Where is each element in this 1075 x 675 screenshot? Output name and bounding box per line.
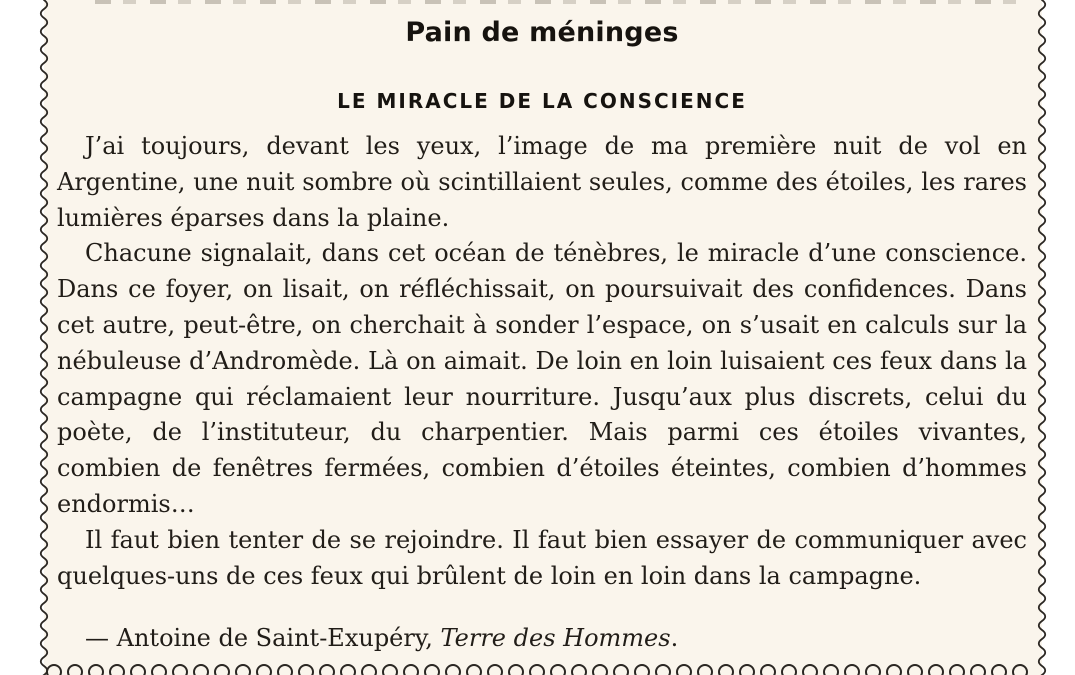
scallop-circle	[676, 664, 692, 675]
section-heading: LE MIRACLE DE LA CONSCIENCE	[337, 89, 747, 113]
page-content	[44, 0, 1042, 675]
scallop-circle	[298, 664, 314, 675]
body-text	[57, 129, 1027, 594]
scallop-circle	[109, 664, 125, 675]
paragraph: Il faut bien tenter de se rejoindre. Il faut bien essayer de communiquer avec quelques-uns de ces feux qui brûlent de loin en loin dans la campagne.	[57, 525, 1027, 590]
scallop-circle	[466, 664, 482, 675]
scallop-circle	[319, 664, 335, 675]
scallop-circle	[991, 664, 1007, 675]
scallop-circle	[592, 664, 608, 675]
scallop-circle	[739, 664, 755, 675]
page-title: Pain de méninges	[405, 17, 679, 48]
scalloped-bottom-border	[44, 664, 1042, 675]
scallop-circle	[949, 664, 965, 675]
scallop-circle	[172, 664, 188, 675]
scallop-circle	[382, 664, 398, 675]
scallop-circle	[781, 664, 797, 675]
scallop-circle	[970, 664, 986, 675]
scallop-circle	[907, 664, 923, 675]
scallop-circle	[697, 664, 713, 675]
scallop-circle	[655, 664, 671, 675]
scallop-circle	[571, 664, 587, 675]
scallop-circle	[130, 664, 146, 675]
scallop-circle	[928, 664, 944, 675]
scallop-circle	[823, 664, 839, 675]
paragraph: Chacune signalait, dans cet océan de ténèbres, le miracle d’une conscience. Dans ce foyer, on lisait, on réfléchissait, on poursuivait des confidences. Dans cet autre, peut-être, on cherchait à sonder l’espace, on s’usait en calculs sur la nébuleuse d’Andromède. Là on aimait. De loin en loin luisaient ces feux dans la campagne qui réclamaient leur nourriture. Jusqu’aux plus discrets, celui du poète, de l’instituteur, du charpentier. Mais parmi ces étoiles vivantes, combien de fenêtres fermées, combien d’étoiles éteintes, combien d’hommes endormis…	[57, 239, 1027, 518]
scallop-circle	[613, 664, 629, 675]
scallop-circle	[886, 664, 902, 675]
scallop-circle	[865, 664, 881, 675]
attribution-author: — Antoine de Saint-Exupéry,	[85, 624, 441, 653]
work-title-italic: Terre des Hommes	[440, 624, 671, 653]
scallop-circle	[1012, 664, 1028, 675]
scallop-circle	[445, 664, 461, 675]
scallop-circle	[214, 664, 230, 675]
paragraph: J’ai toujours, devant les yeux, l’image de ma première nuit de vol en Argentine, une nuit sombre où scintillaient seules, comme des étoiles, les rares lumières éparses dans la plaine.	[57, 132, 1027, 232]
attribution	[57, 620, 1027, 656]
scallop-circle	[235, 664, 251, 675]
scallop-circle	[340, 664, 356, 675]
scallop-circle	[88, 664, 104, 675]
scallop-circle	[67, 664, 83, 675]
scallop-circle	[802, 664, 818, 675]
scallop-circle	[529, 664, 545, 675]
scallop-circle	[760, 664, 776, 675]
scallop-circle	[151, 664, 167, 675]
scallop-circle	[487, 664, 503, 675]
scallop-circle	[634, 664, 650, 675]
scallop-circle	[550, 664, 566, 675]
scallop-circle	[424, 664, 440, 675]
scallop-circle	[844, 664, 860, 675]
scallop-circle	[46, 664, 62, 675]
scallop-circle	[193, 664, 209, 675]
scallop-circle	[361, 664, 377, 675]
scallop-circle	[256, 664, 272, 675]
scallop-circle	[277, 664, 293, 675]
attribution-period: .	[670, 624, 679, 653]
scallop-circle	[403, 664, 419, 675]
scallop-circle	[508, 664, 524, 675]
scallop-circle	[718, 664, 734, 675]
